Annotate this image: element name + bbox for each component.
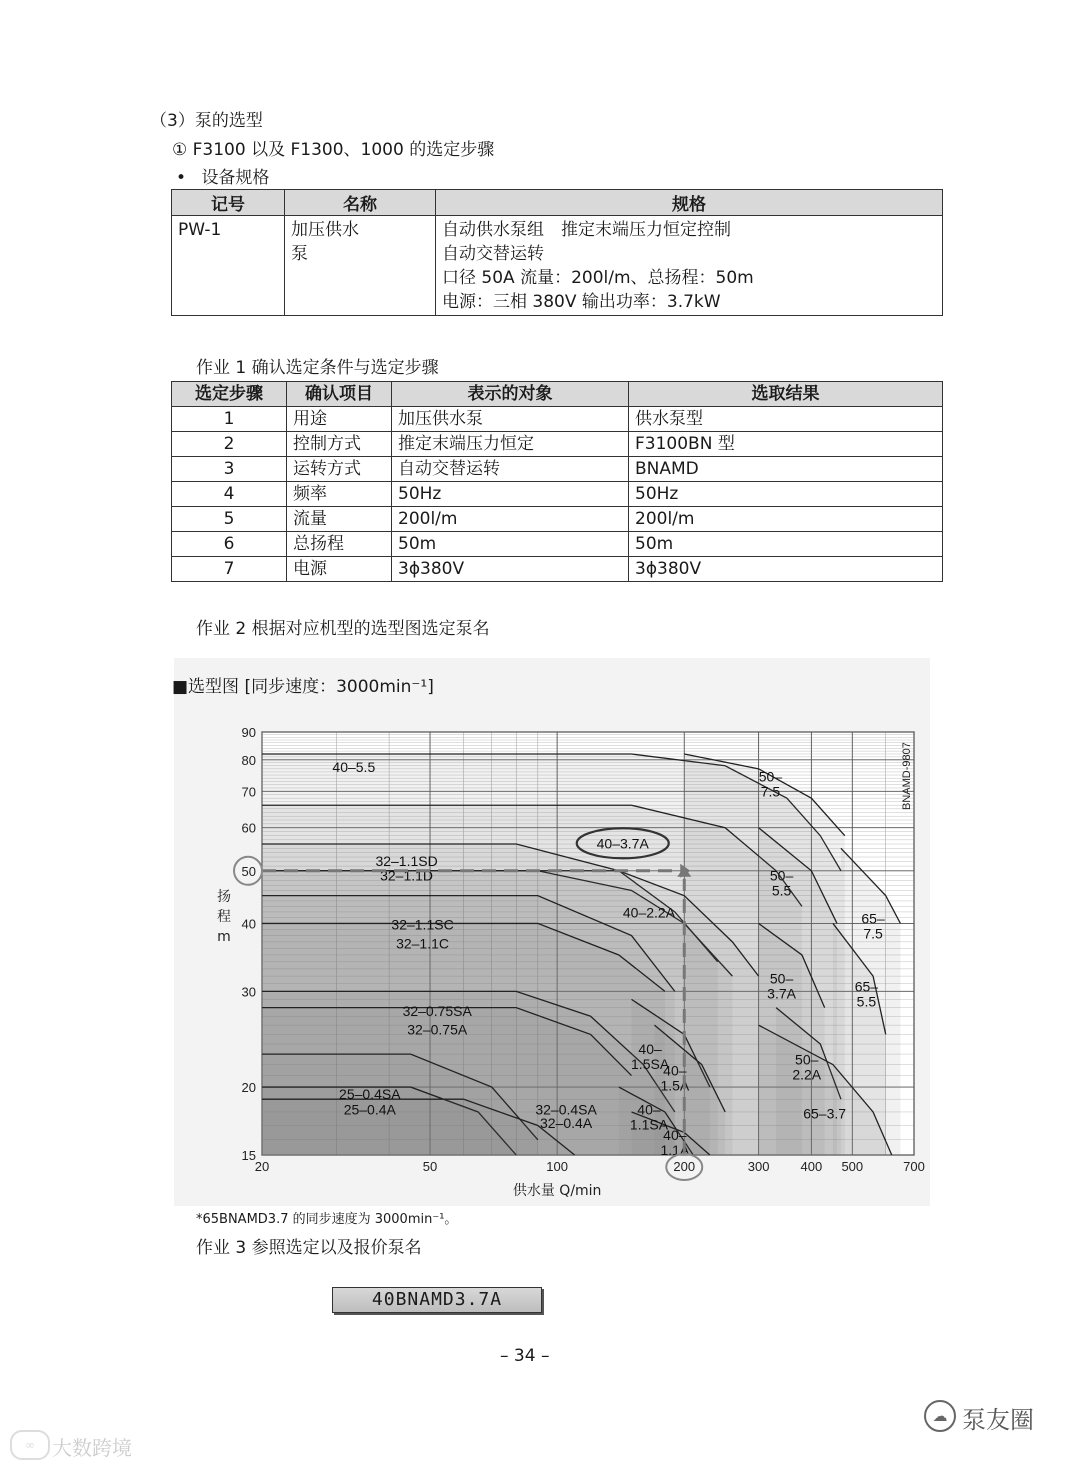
sel-header: 表示的对象 bbox=[392, 382, 629, 407]
spec-name bbox=[285, 216, 436, 316]
table-row bbox=[172, 457, 943, 482]
region-label: 40– bbox=[638, 1041, 662, 1058]
y-tick-label: 15 bbox=[241, 1148, 256, 1163]
y-tick-label: 50 bbox=[241, 863, 256, 879]
table-cell: 2 bbox=[172, 432, 287, 457]
x-tick-label: 100 bbox=[546, 1159, 568, 1174]
region-label: 25–0.4SA bbox=[339, 1086, 401, 1103]
region-label: 32–1.1SC bbox=[391, 916, 454, 933]
region-label: 32–1.1SD bbox=[375, 853, 438, 870]
wechat-icon: ☁ bbox=[924, 1400, 956, 1432]
table-cell: 3ϕ380V bbox=[629, 557, 943, 582]
watermark-source: 大数跨境 bbox=[52, 1436, 132, 1460]
region-label: 7.5 bbox=[760, 783, 781, 800]
y-axis-label: 程 bbox=[217, 908, 231, 925]
spec-line: 自动供水泵组 推定末端压力恒定控制 bbox=[442, 220, 731, 240]
region-label: 40– bbox=[663, 1062, 687, 1079]
region-label: 50– bbox=[769, 970, 794, 987]
region-label: 1.1A bbox=[660, 1141, 690, 1158]
x-tick-label: 200 bbox=[673, 1159, 696, 1174]
spec-line: 电源：三相 380V 输出功率：3.7kW bbox=[442, 292, 721, 312]
spec-table bbox=[171, 189, 943, 316]
region-label: 50– bbox=[758, 768, 783, 785]
region-label: 50– bbox=[769, 867, 794, 884]
region-label: 40–5.5 bbox=[332, 758, 376, 775]
table-cell: 50Hz bbox=[392, 482, 629, 507]
table-cell: 7 bbox=[172, 557, 287, 582]
region-label: 5.5 bbox=[771, 882, 792, 899]
sel-header: 选定步骤 bbox=[172, 382, 287, 407]
region-label: 1.1SA bbox=[629, 1116, 669, 1133]
table-cell: 5 bbox=[172, 507, 287, 532]
table-cell: 用途 bbox=[287, 407, 392, 432]
y-tick-label: 80 bbox=[241, 752, 256, 768]
table-cell: 总扬程 bbox=[287, 532, 392, 557]
region-label: 32–0.75A bbox=[407, 1021, 468, 1038]
table-row bbox=[172, 407, 943, 432]
spec-name-line: 泵 bbox=[291, 244, 308, 264]
y-tick-label: 60 bbox=[241, 820, 256, 836]
sel-header: 选取结果 bbox=[629, 382, 943, 407]
step-title: ① F3100 以及 F1300、1000 的选定步骤 bbox=[172, 140, 495, 160]
region-label: 32–0.75SA bbox=[402, 1003, 472, 1020]
spec-detail bbox=[436, 216, 943, 316]
x-axis-label: 供水量 Q/min bbox=[512, 1183, 602, 1199]
table-cell: 自动交替运转 bbox=[392, 457, 629, 482]
region-label: 5.5 bbox=[856, 993, 877, 1010]
chart-side-code: BNAMD-9807 bbox=[901, 742, 913, 810]
region-label: 3.7A bbox=[767, 985, 796, 1002]
region-label: 40– bbox=[663, 1126, 687, 1143]
region-label: 25–0.4A bbox=[343, 1101, 396, 1118]
spec-line: 自动交替运转 bbox=[442, 244, 544, 264]
table-row bbox=[172, 482, 943, 507]
table-cell: 3 bbox=[172, 457, 287, 482]
region-label: 7.5 bbox=[863, 925, 883, 942]
x-tick-label: 20 bbox=[254, 1159, 270, 1174]
selection-chart bbox=[174, 700, 930, 1206]
y-tick-label: 90 bbox=[241, 725, 256, 740]
region-label: 65– bbox=[854, 978, 879, 995]
task1-title: 作业 1 确认选定条件与选定步骤 bbox=[196, 358, 439, 378]
table-row bbox=[172, 557, 943, 582]
table-cell: 50m bbox=[392, 532, 629, 557]
y-axis-label: m bbox=[217, 928, 231, 945]
region-label: 50– bbox=[795, 1051, 819, 1068]
table-cell: 流量 bbox=[287, 507, 392, 532]
footnote: *65BNAMD3.7 的同步速度为 3000min⁻¹。 bbox=[196, 1212, 458, 1227]
table-cell: 频率 bbox=[287, 482, 392, 507]
y-tick-label: 70 bbox=[241, 784, 256, 800]
x-tick-label: 300 bbox=[747, 1159, 770, 1174]
sel-header: 确认项目 bbox=[287, 382, 392, 407]
region-label: 1.5A bbox=[660, 1077, 690, 1094]
table-cell: 推定末端压力恒定 bbox=[392, 432, 629, 457]
y-tick-label: 20 bbox=[241, 1080, 256, 1096]
region-label: 65– bbox=[861, 910, 885, 927]
bullet: • bbox=[176, 168, 187, 188]
region-label: 32–0.4SA bbox=[535, 1101, 597, 1118]
table-cell: 运转方式 bbox=[287, 457, 392, 482]
table-cell: 6 bbox=[172, 532, 287, 557]
section-heading: （3）泵的选型 bbox=[150, 111, 263, 131]
region-label: 32–0.4A bbox=[540, 1115, 593, 1132]
spec-label-text: 设备规格 bbox=[201, 168, 270, 188]
x-tick-label: 700 bbox=[903, 1159, 925, 1174]
table-cell: F3100BN 型 bbox=[629, 432, 943, 457]
table-row bbox=[172, 432, 943, 457]
watermark-brand: 泵友圈 bbox=[962, 1406, 1034, 1434]
task3-title: 作业 3 参照选定以及报价泵名 bbox=[196, 1238, 422, 1258]
table-cell: BNAMD bbox=[629, 457, 943, 482]
table-cell: 加压供水泵 bbox=[392, 407, 629, 432]
region-label: 2.2A bbox=[792, 1066, 822, 1083]
watermark-logo-icon: ∞ bbox=[10, 1430, 50, 1460]
region-label: 40–3.7A bbox=[596, 835, 649, 852]
y-tick-label: 40 bbox=[241, 916, 256, 932]
region-label: 40–2.2A bbox=[622, 904, 676, 921]
y-axis-label: 扬 bbox=[217, 888, 231, 905]
spec-label bbox=[176, 163, 269, 188]
table-cell: 50Hz bbox=[629, 482, 943, 507]
spec-header-name: 名称 bbox=[285, 190, 436, 216]
region-label: 65–3.7 bbox=[803, 1105, 847, 1122]
x-tick-label: 500 bbox=[841, 1159, 864, 1174]
table-cell: 3ϕ380V bbox=[392, 557, 629, 582]
table-cell: 200l/m bbox=[629, 507, 943, 532]
spec-name-line: 加压供水 bbox=[291, 220, 359, 240]
table-cell: 电源 bbox=[287, 557, 392, 582]
table-cell: 200l/m bbox=[392, 507, 629, 532]
task2-title: 作业 2 根据对应机型的选型图选定泵名 bbox=[196, 619, 490, 639]
spec-header-code: 记号 bbox=[172, 190, 285, 216]
table-cell: 4 bbox=[172, 482, 287, 507]
table-cell: 控制方式 bbox=[287, 432, 392, 457]
spec-line: 口径 50A 流量：200l/m、总扬程：50m bbox=[442, 268, 754, 288]
table-cell: 50m bbox=[629, 532, 943, 557]
region-label: 32–1.1D bbox=[380, 867, 434, 884]
region-label: 1.5SA bbox=[631, 1056, 670, 1073]
x-tick-label: 400 bbox=[800, 1159, 823, 1174]
page-number: – 34 – bbox=[500, 1346, 550, 1366]
region-label: 40– bbox=[637, 1101, 661, 1118]
spec-header-spec: 规格 bbox=[436, 190, 943, 216]
x-tick-label: 50 bbox=[422, 1159, 438, 1174]
result-pump-name: 40BNAMD3.7A bbox=[332, 1287, 542, 1313]
table-cell: 供水泵型 bbox=[629, 407, 943, 432]
selection-table bbox=[171, 381, 943, 582]
table-cell: 1 bbox=[172, 407, 287, 432]
y-tick-label: 30 bbox=[241, 984, 256, 1000]
spec-code: PW-1 bbox=[172, 216, 285, 316]
table-row bbox=[172, 532, 943, 557]
chart-caption: ■选型图 [同步速度：3000min⁻¹] bbox=[172, 677, 434, 697]
region-label: 32–1.1C bbox=[396, 935, 450, 952]
table-row bbox=[172, 507, 943, 532]
